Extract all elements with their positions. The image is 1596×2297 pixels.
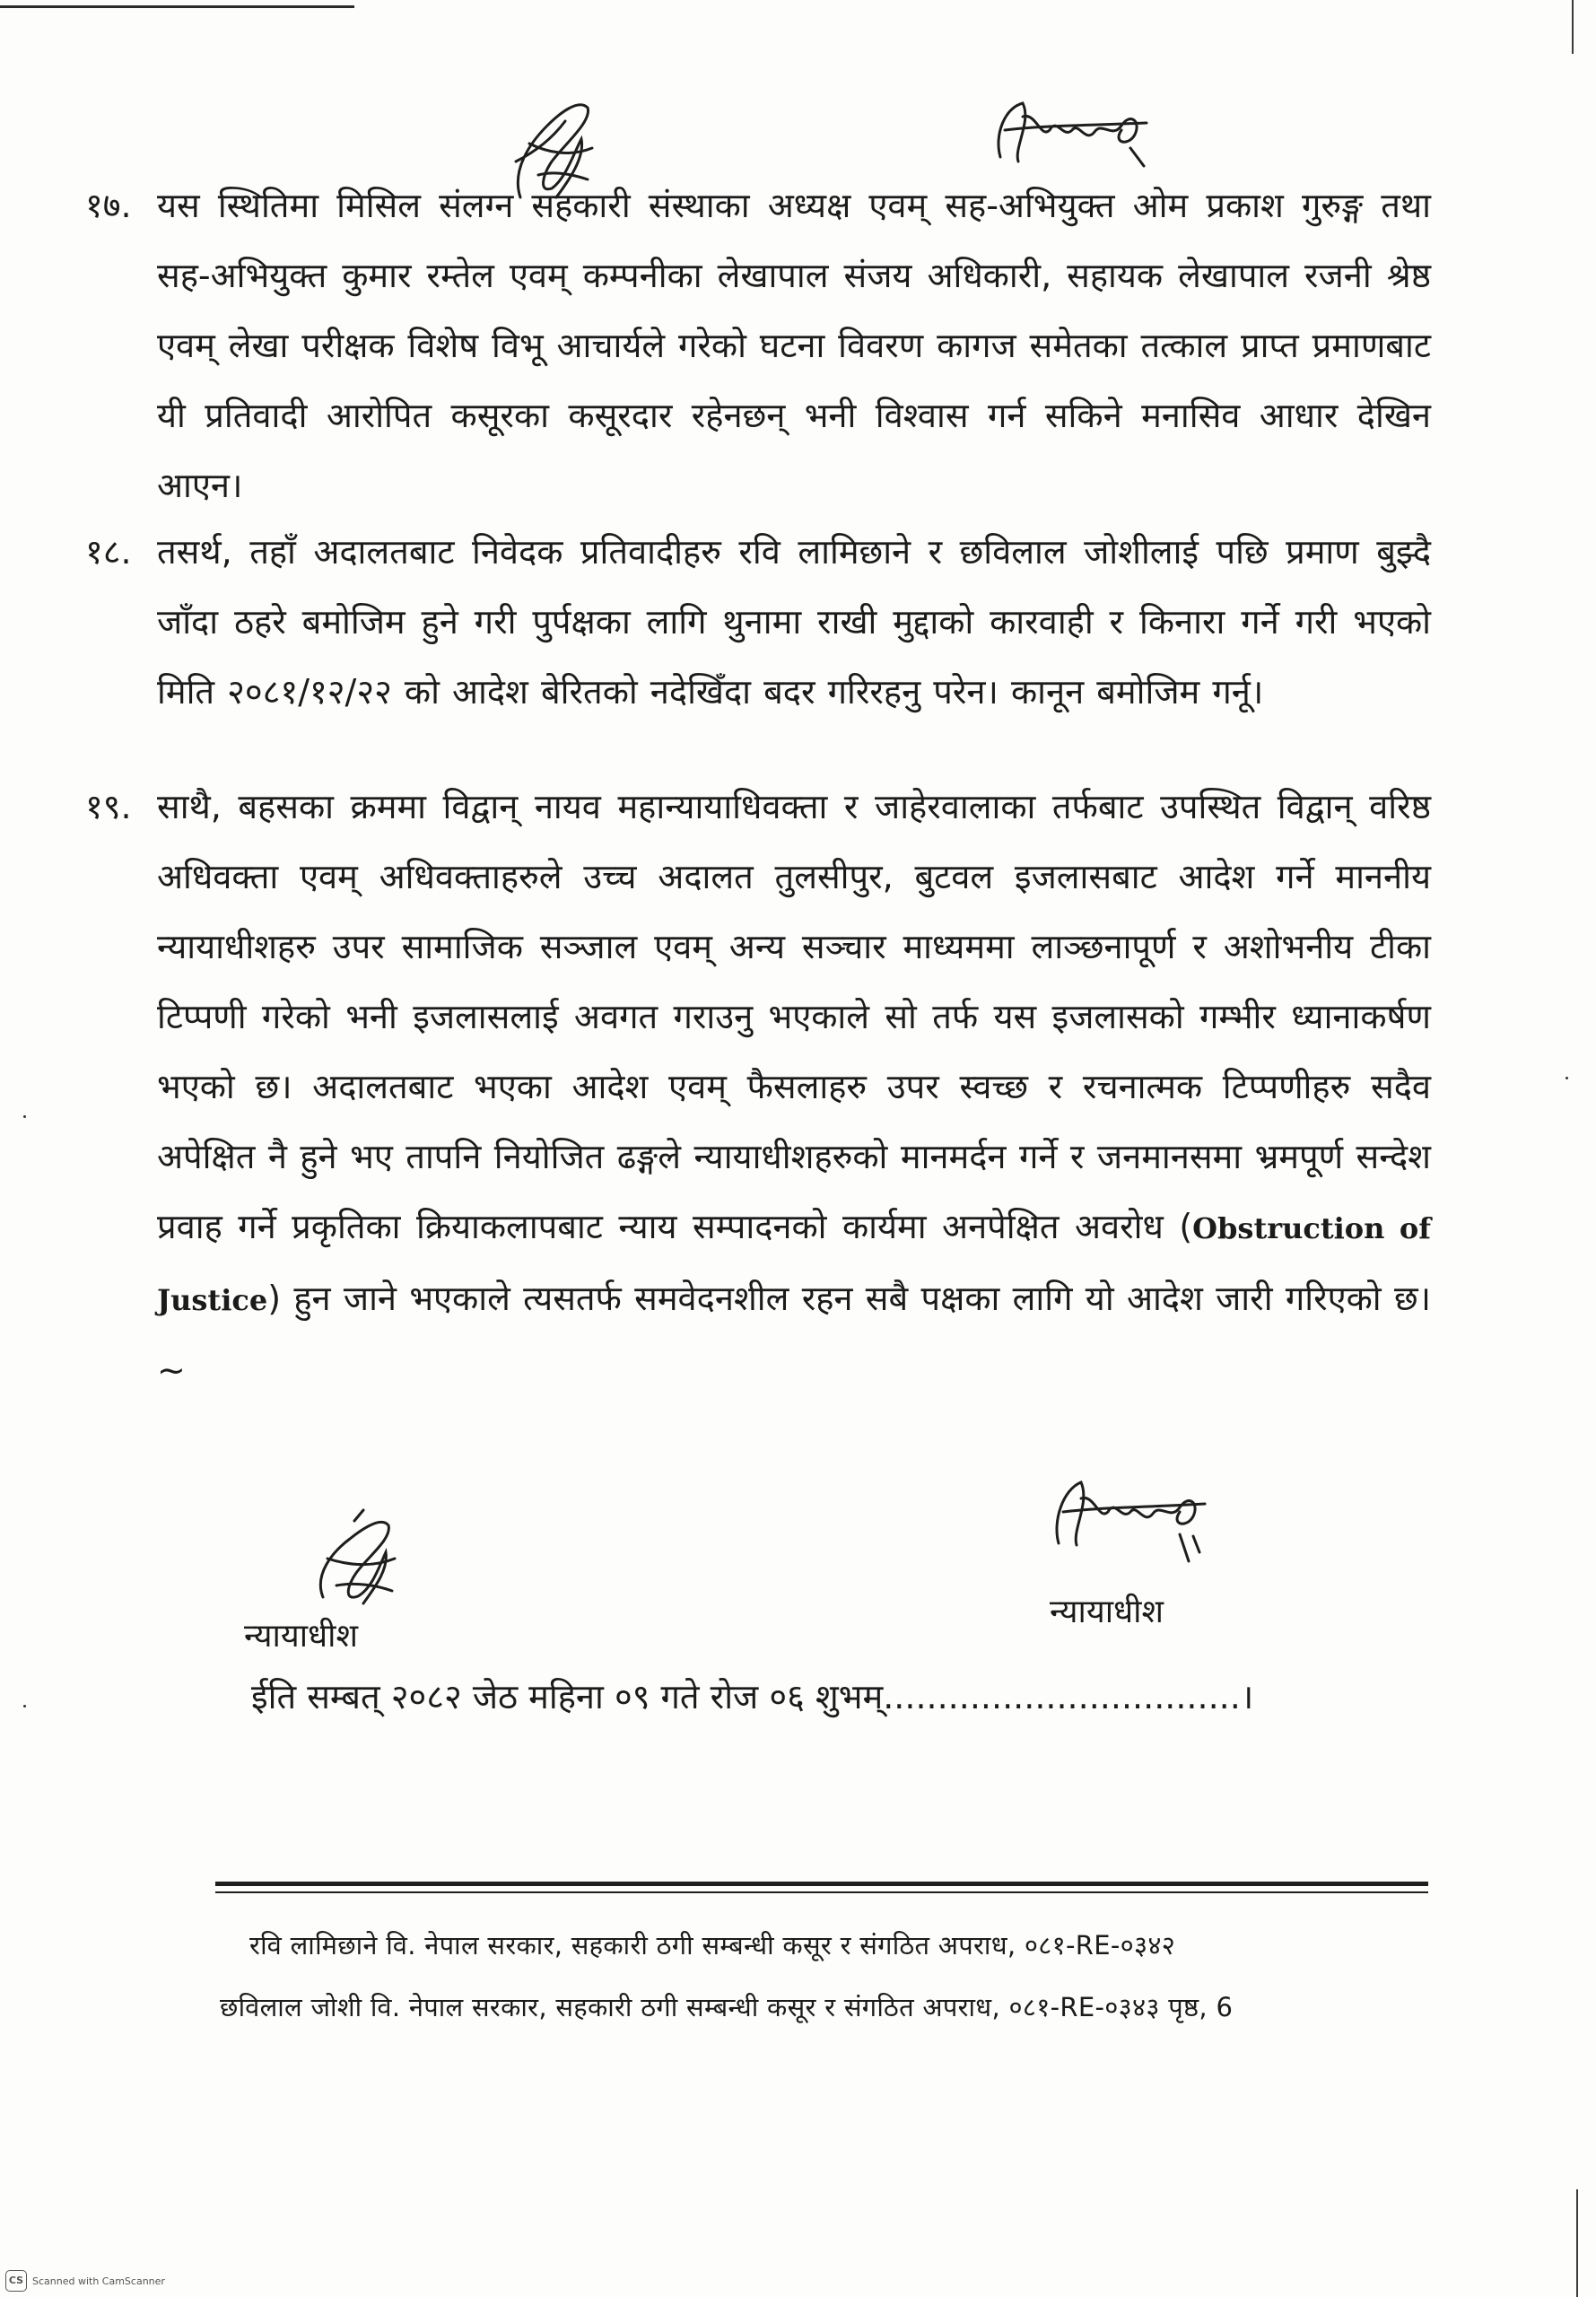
- footer-rule-thick: [215, 1882, 1428, 1886]
- bottom-right-signature: [1045, 1472, 1216, 1570]
- scanner-watermark: [5, 2270, 165, 2292]
- scan-speck: [1565, 1077, 1568, 1079]
- obstruction-of-justice-term: Obstruction of Justice: [157, 1211, 1432, 1317]
- paragraph-18: [85, 517, 1431, 727]
- paragraph-17: [85, 170, 1431, 520]
- paragraph-19-number: १९.: [85, 787, 132, 826]
- paragraph-19-text: [157, 772, 1431, 1405]
- paragraph-17-text: यस स्थितिमा मिसिल संलग्न सहकारी संस्थाका अध्यक्ष एवम् सह-अभियुक्त ओम प्रकाश गुरुङ्ग तथा सह-अभियुक्त कुमार रम्तेल एवम् कम्पनीका लेखापाल संजय अधिकारी, सहायक लेखापाल रजनी श्रेष्ठ एवम् लेखा परीक्षक विशेष विभू आचार्यले गरेको घटना विवरण कागज समेतका तत्काल प्राप्त प्रमाणबाट यी प्रतिवादी आरोपित कसूरका कसूरदार रहेनछन् भनी विश्वास गर्न सकिने मनासिव आधार देखिन आएन।: [157, 186, 1431, 505]
- date-line: ईति सम्बत् २०८२ जेठ महिना ०९ गते रोज ०६ शुभम्.................................।: [251, 1677, 1254, 1716]
- top-edge-rule: [0, 5, 354, 8]
- scan-speck: [23, 1705, 26, 1707]
- bottom-left-signature: [301, 1503, 408, 1611]
- paragraph-19-text-before: साथै, बहसका क्रममा विद्वान् नायव महान्यायाधिवक्ता र जाहेरवालाका तर्फबाट उपस्थित विद्वान् वरिष्ठ अधिवक्ता एवम् अधिवक्ताहरुले उच्च अदालत तुलसीपुर, बुटवल इजलासबाट आदेश गर्ने माननीय न्यायाधीशहरु उपर सामाजिक सञ्जाल एवम् अन्य सञ्चार माध्यममा लाञ्छनापूर्ण र अशोभनीय टीका टिप्पणी गरेको भनी इजलासलाई अवगत गराउनु भएकाले सो तर्फ यस इजलासको गम्भीर ध्यानाकर्षण भएको छ। अदालतबाट भएका आदेश एवम् फैसलाहरु उपर स्वच्छ र रचनात्मक टिप्पणीहरु सदैव अपेक्षित नै हुने भए तापनि नियोजित ढङ्गले न्यायाधीशहरुको मानमर्दन गर्ने र जनमानसमा भ्रमपूर्ण सन्देश प्रवाह गर्ने प्रकृतिका क्रियाकलापबाट न्याय सम्पादनको कार्यमा अनपेक्षित अवरोध (: [157, 787, 1431, 1246]
- right-edge-line: [1576, 2189, 1578, 2297]
- footer-case-line-2: छविलाल जोशी वि. नेपाल सरकार, सहकारी ठगी सम्बन्धी कसूर र संगठित अपराध, ०८१-RE-०३४३ पृष्ठ, 6: [220, 1992, 1234, 2022]
- right-judge-label: न्यायाधीश: [1050, 1594, 1164, 1630]
- paragraph-17-number: १७.: [85, 186, 132, 225]
- right-edge-line: [1572, 0, 1574, 54]
- paragraph-19: [85, 772, 1432, 1405]
- left-judge-label: न्यायाधीश: [244, 1618, 358, 1655]
- camscanner-icon: CS: [5, 2270, 27, 2292]
- paragraph-19-text-after: ) हुन जाने भएकाले त्यसतर्फ समवेदनशील रहन सबै पक्षका लागि यो आदेश जारी गरिएको छ। ~: [157, 1279, 1431, 1390]
- paragraph-18-number: १८.: [85, 532, 132, 572]
- footer-case-line-1: रवि लामिछाने वि. नेपाल सरकार, सहकारी ठगी सम्बन्धी कसूर र संगठित अपराध, ०८१-RE-०३४२: [249, 1930, 1176, 1961]
- footer-rule-thin: [215, 1891, 1428, 1893]
- paragraph-18-text: तसर्थ, तहाँ अदालतबाट निवेदक प्रतिवादीहरु रवि लामिछाने र छविलाल जोशीलाई पछि प्रमाण बुझ्दै जाँदा ठहरे बमोजिम हुने गरी पुर्पक्षका लागि थुनामा राखी मुद्दाको कारवाही र किनारा गर्ने गरी भएको मिति २०८१/१२/२२ को आदेश बेरितको नदेखिँदा बदर गरिरहनु परेन। कानून बमोजिम गर्नू।: [157, 532, 1431, 712]
- scan-speck: [23, 1115, 26, 1118]
- scanner-watermark-text: Scanned with CamScanner: [32, 2275, 165, 2287]
- top-right-signature: [987, 94, 1157, 175]
